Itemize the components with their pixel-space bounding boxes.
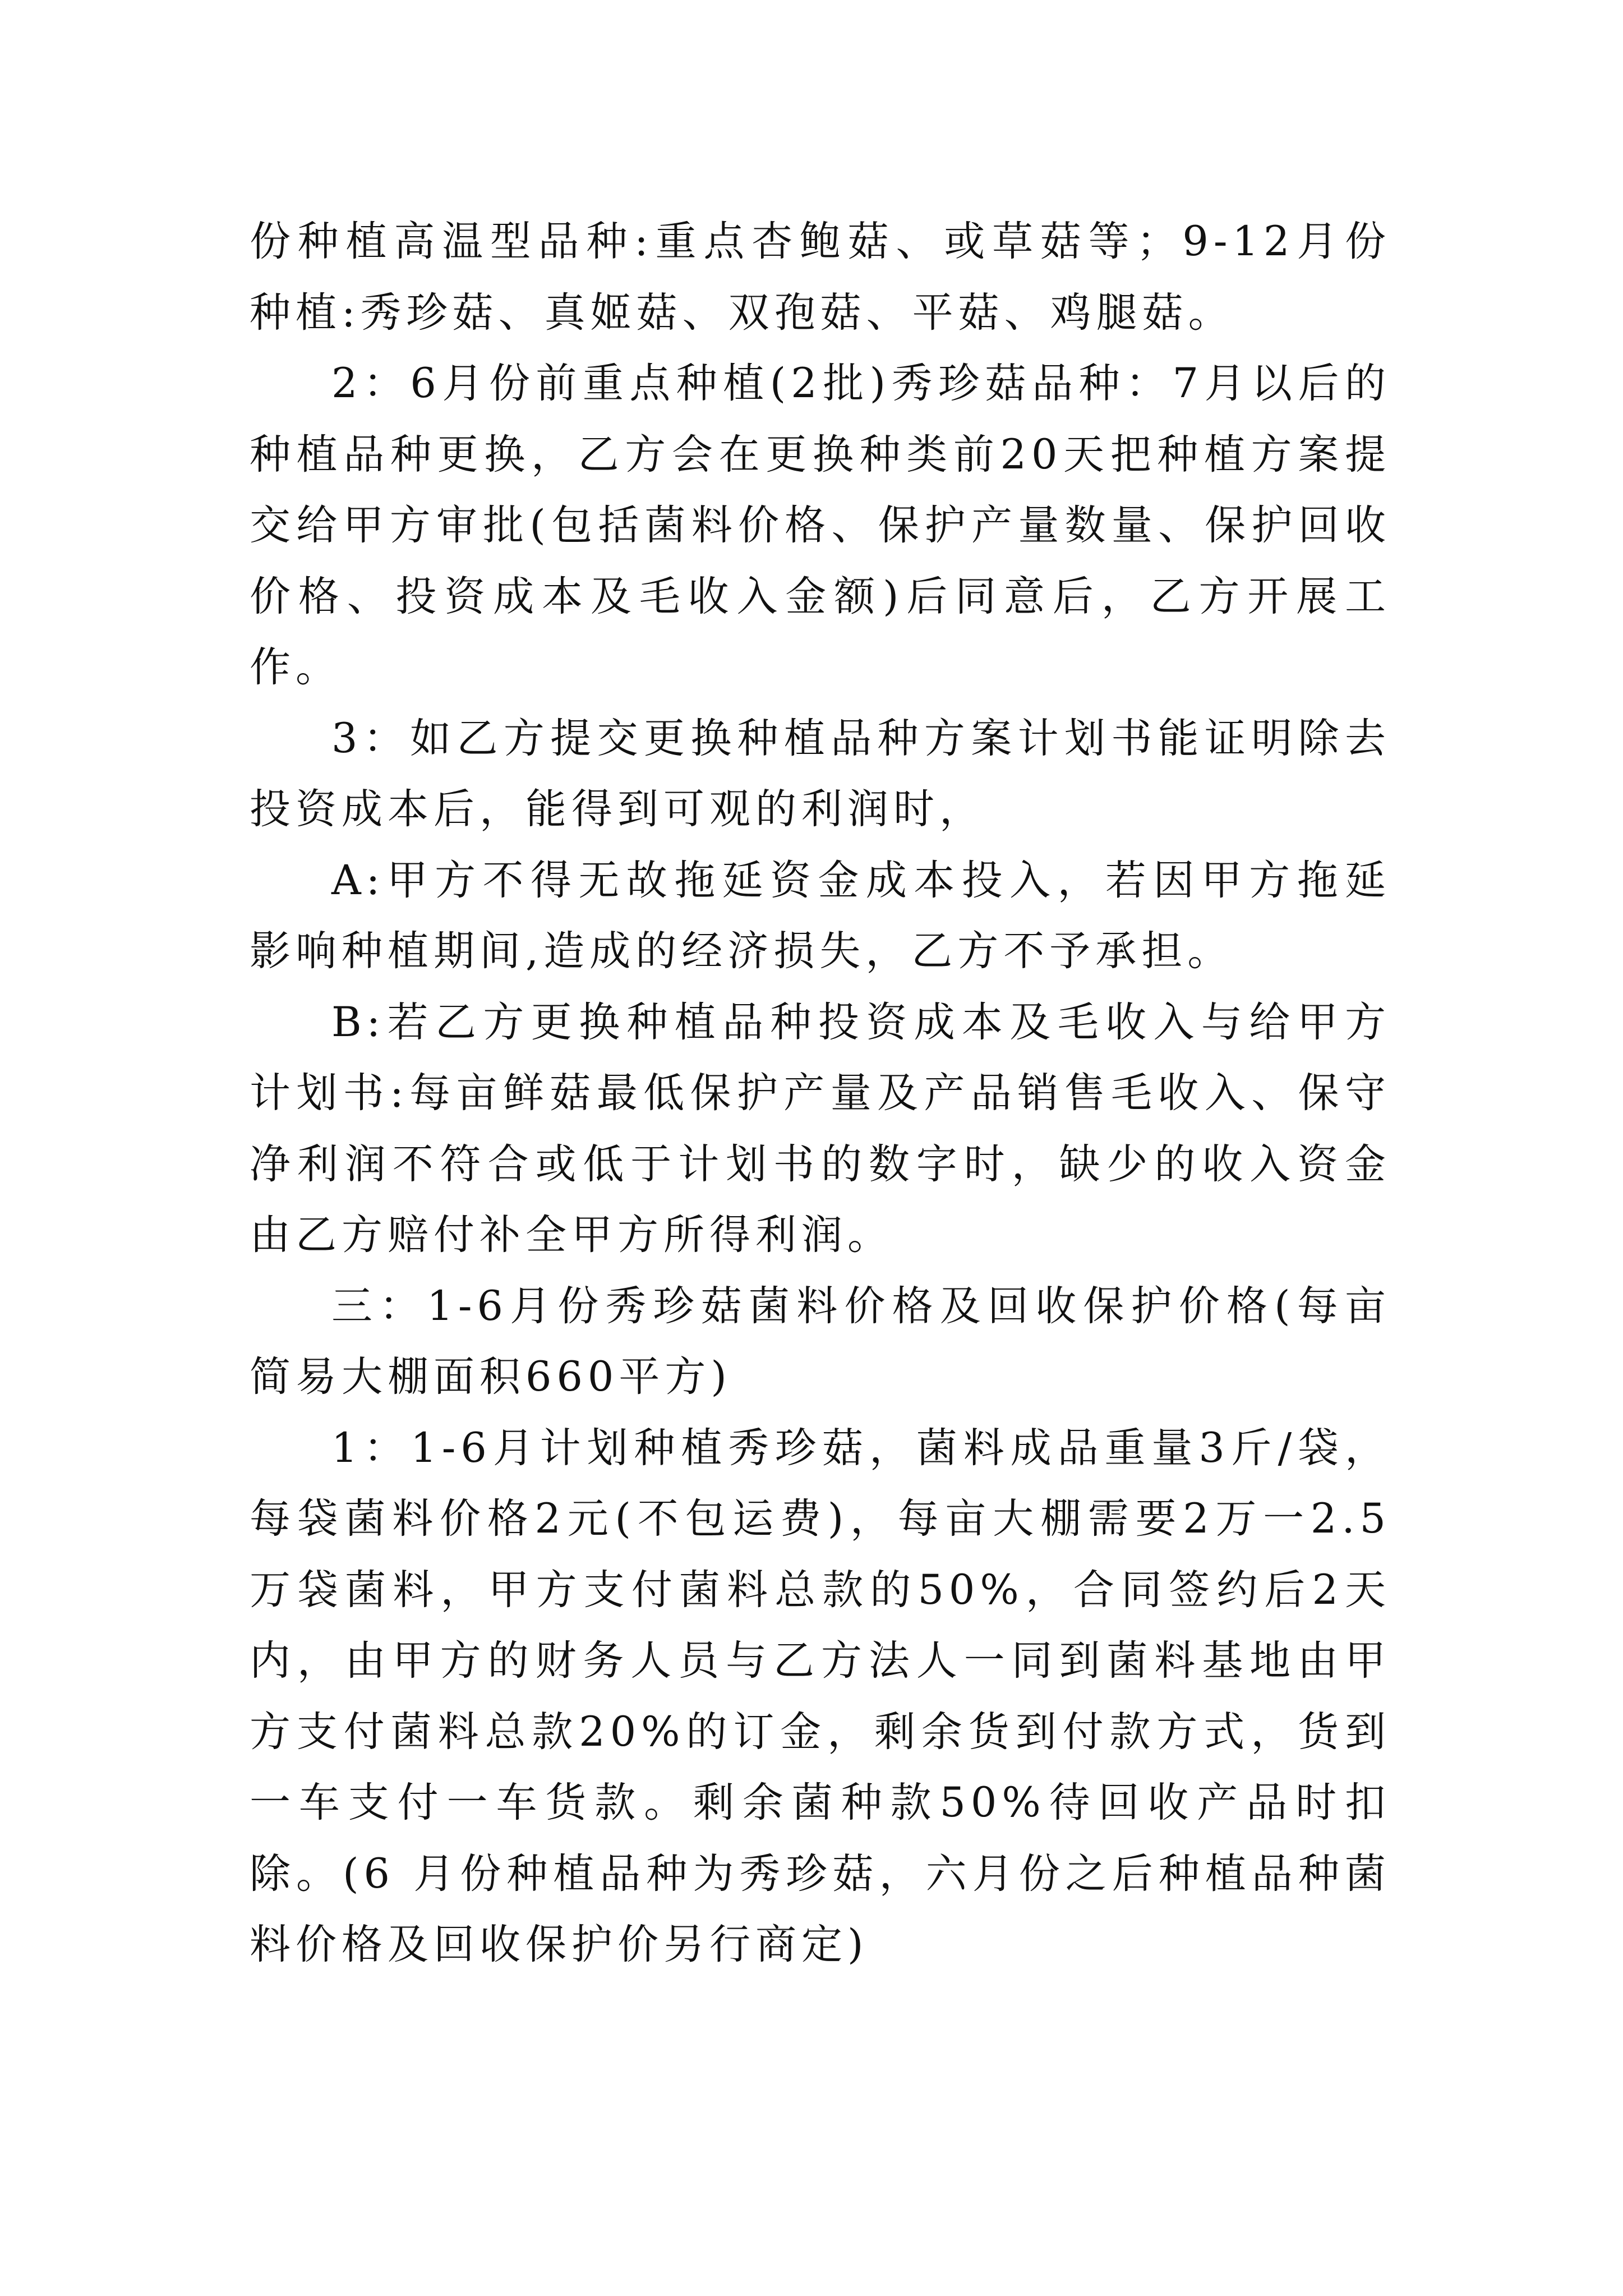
paragraph-varieties-schedule: 份种植高温型品种:重点杏鲍菇、或草菇等；9-12月份种植:秀珍菇、真姬菇、双孢菇、平菇、鸡腿菇。	[250, 218, 1391, 337]
paragraph-clause-3: 3：如乙方提交更换种植品种方案计划书能证明除去投资成本后，能得到可观的利润时，	[250, 714, 1391, 833]
section-heading-three: 三：1-6月份秀珍菇菌料价格及回收保护价格(每亩简易大棚面积660平方)	[250, 1282, 1391, 1401]
paragraph-clause-3b: B:若乙方更换种植品种投资成本及毛收入与给甲方计划书:每亩鲜菇最低保护产量及产品销售毛收入、保守净利润不符合或低于计划书的数字时，缺少的收入资金由乙方赔付补全甲方所得利润。	[250, 998, 1391, 1259]
paragraph-clause-2: 2：6月份前重点种植(2批)秀珍菇品种：7月以后的种植品种更换，乙方会在更换种类前20天把种植方案提交给甲方审批(包括菌料价格、保护产量数量、保护回收价格、投资成本及毛收入金额)后同意后，乙方开展工作。	[250, 360, 1391, 691]
paragraph-section-three-clause-1: 1：1-6月计划种植秀珍菇，菌料成品重量3斤/袋，每袋菌料价格2元(不包运费)，每亩大棚需要2万一2.5 万袋菌料，甲方支付菌料总款的50%，合同签约后2天内，由甲方的财务人员与乙方法人一同到菌料基地由甲方支付菌料总款20%的订金，剩余货到付款方式，货到一车支付一车货款。剩余菌种款50%待回收产品时扣除。(6 月份种植品种为秀珍菇，六月份之后种植品种菌料价格及回收保护价另行商定)	[250, 1424, 1409, 1968]
paragraph-clause-3a: A:甲方不得无故拖延资金成本投入，若因甲方拖延影响种植期间,造成的经济损失，乙方不予承担。	[250, 856, 1391, 975]
document-body	[250, 206, 1409, 1981]
